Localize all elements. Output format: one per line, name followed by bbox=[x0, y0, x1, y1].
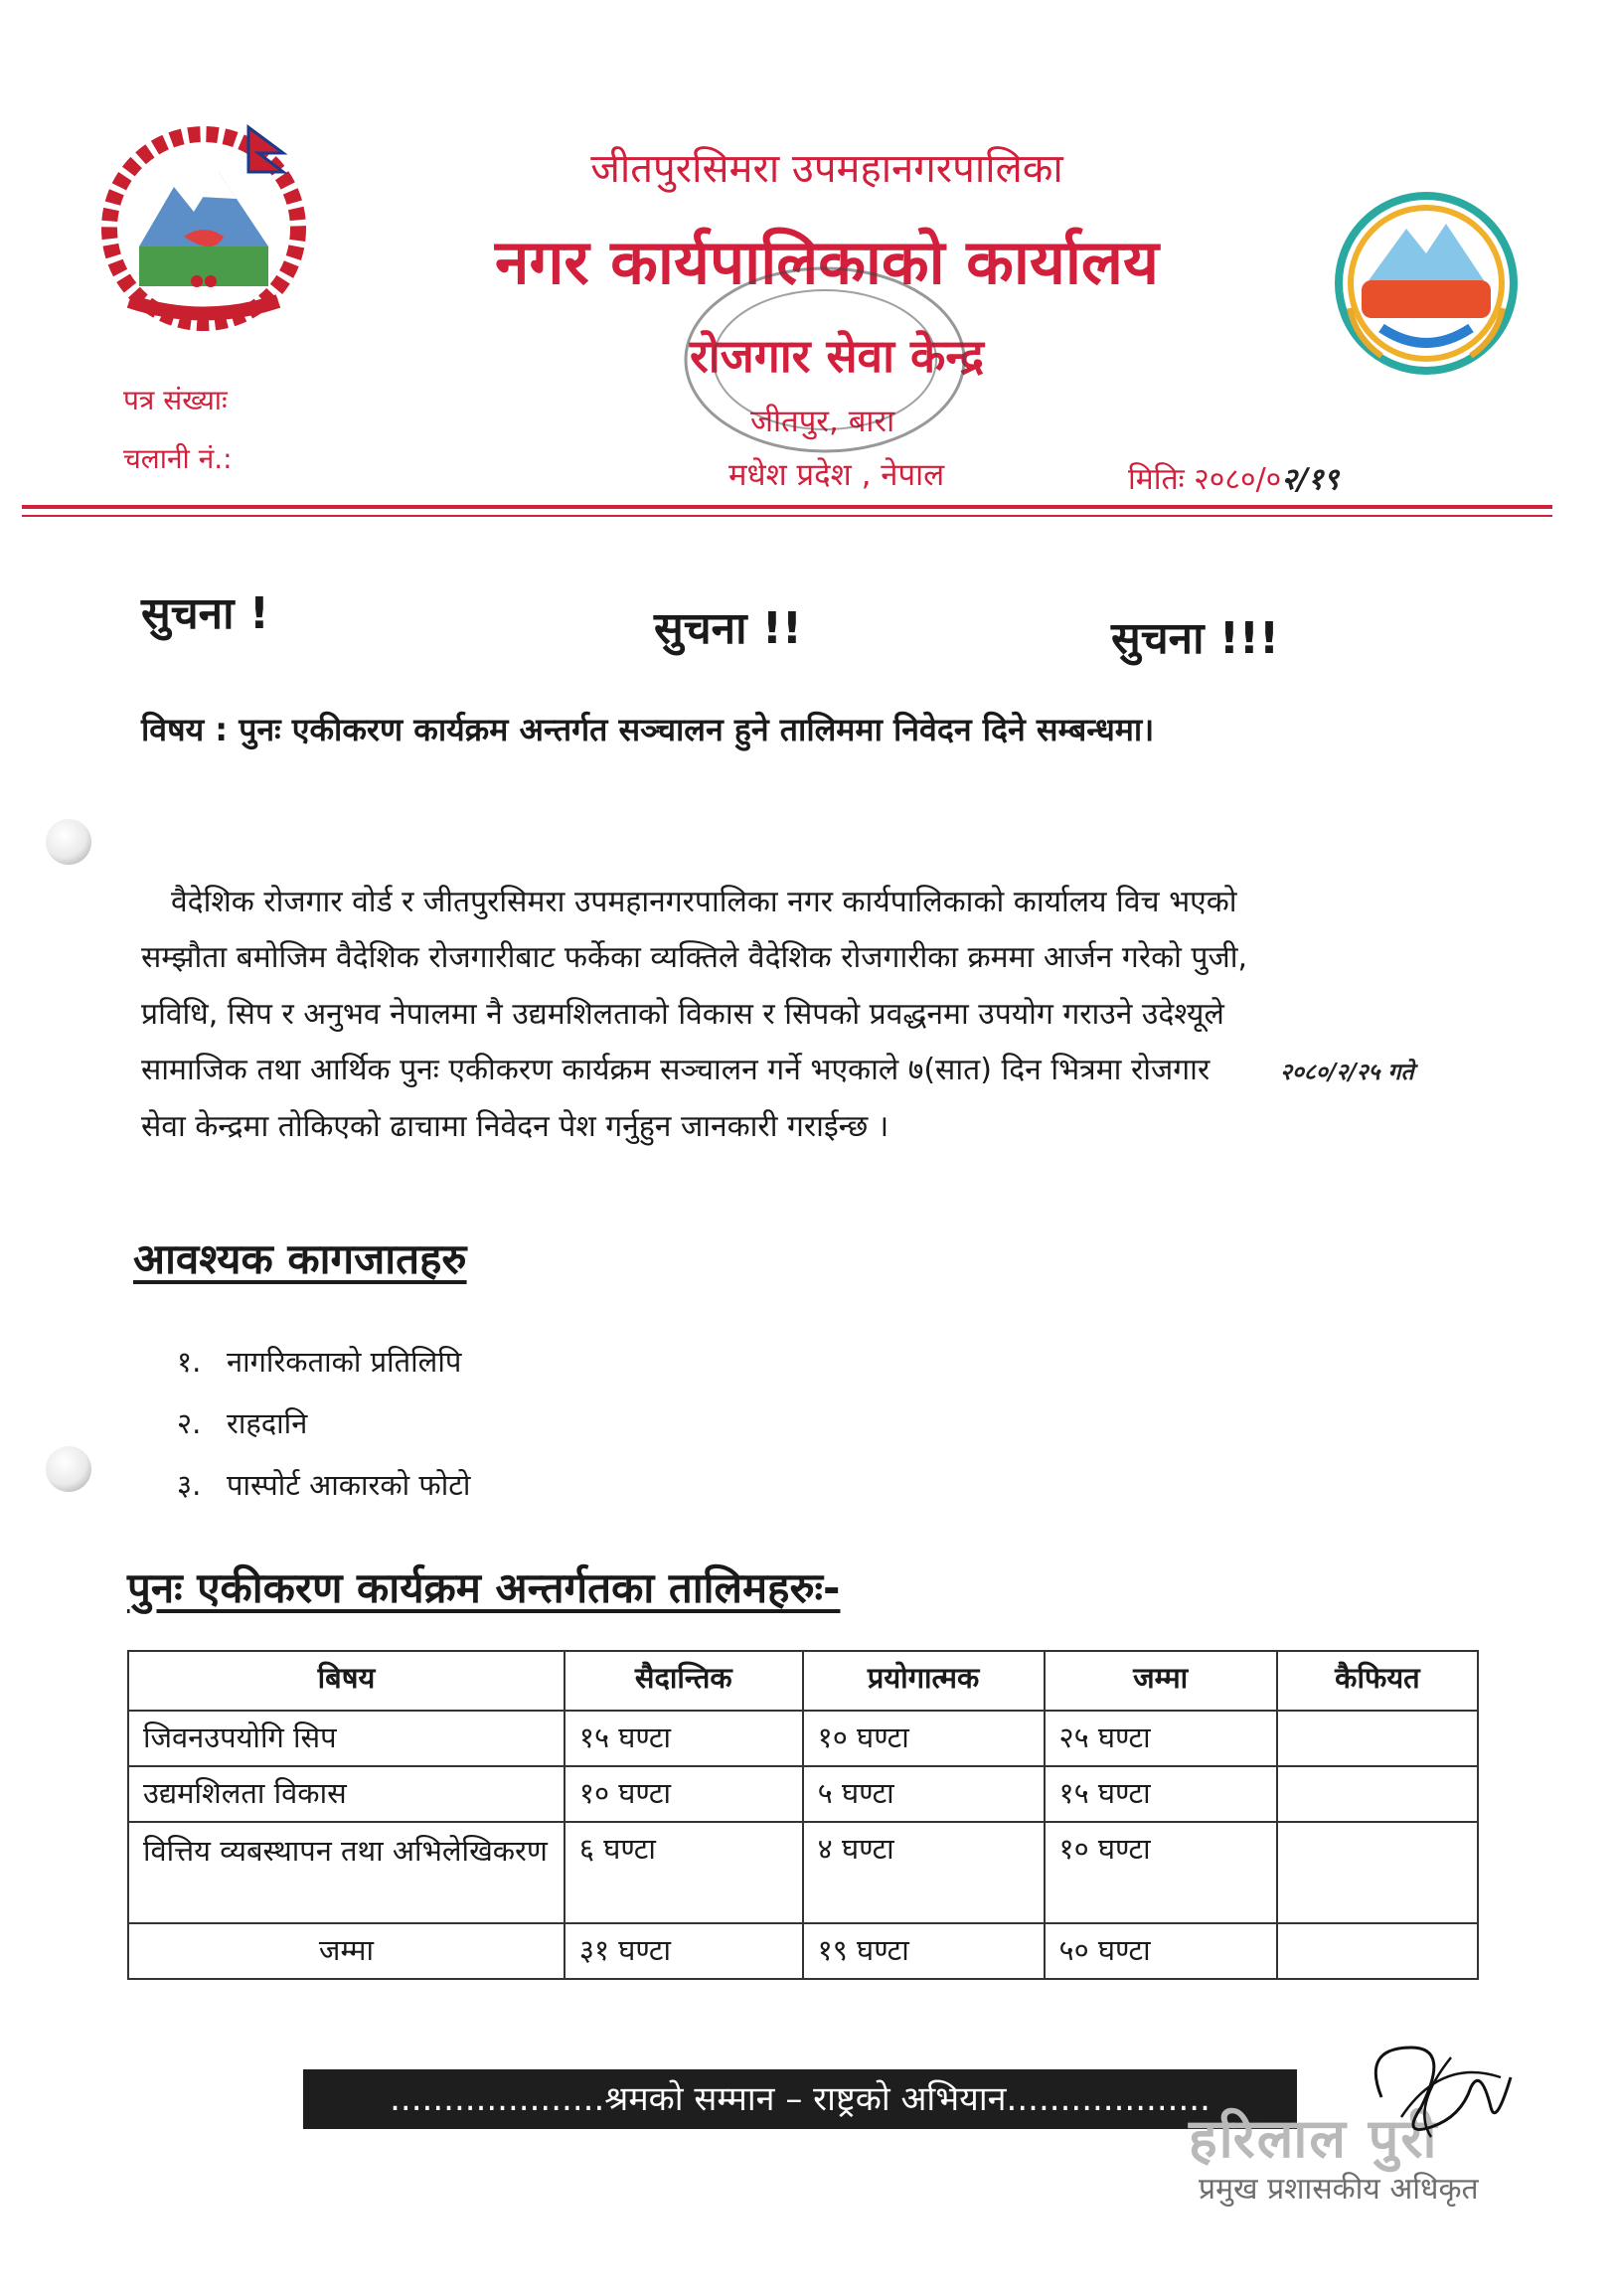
body-line: सम्झौता बमोजिम वैदेशिक रोजगारीबाट फर्केका व्यक्तिले वैदेशिक रोजगारीका क्रममा आर्जन गरेको पुजी, bbox=[141, 940, 1248, 976]
table-cell: १५ घण्टा bbox=[565, 1711, 803, 1766]
table-header-row bbox=[128, 1651, 1478, 1711]
notice-body bbox=[141, 875, 1493, 1155]
table-cell: १० घण्टा bbox=[565, 1766, 803, 1822]
list-item-number: १. bbox=[177, 1345, 202, 1379]
handwritten-deadline-note: २०८०/२/२५ गते bbox=[1280, 1059, 1414, 1085]
column-header: कैफियत bbox=[1277, 1651, 1478, 1711]
address-line: जीतपुर, बारा bbox=[750, 404, 895, 439]
notice-heading-2: सुचना !! bbox=[654, 603, 802, 654]
list-item-label: राहदानि bbox=[227, 1406, 308, 1440]
table-cell: ४ घण्टा bbox=[803, 1822, 1045, 1923]
body-line: सामाजिक तथा आर्थिक पुनः एकीकरण कार्यक्रम सञ्चालन गर्ने भएकाले ७(सात) दिन भित्रमा रोजगार bbox=[141, 1053, 1210, 1088]
slogan-banner: ....................श्रमको सम्मान – राष्ट्रको अभियान................... bbox=[303, 2069, 1297, 2129]
list-item bbox=[177, 1403, 307, 1442]
table-cell: ६ घण्टा bbox=[565, 1822, 803, 1923]
table-row bbox=[128, 1711, 1478, 1766]
punch-hole bbox=[46, 819, 91, 865]
table-cell: ५० घण्टा bbox=[1045, 1923, 1277, 1979]
trainings-title: पुनः एकीकरण कार्यक्रम अन्तर्गतका तालिमहरुः- bbox=[127, 1563, 841, 1612]
date-handwritten: २/१९ bbox=[1281, 462, 1340, 497]
list-item-label: नागरिकताको प्रतिलिपि bbox=[227, 1345, 462, 1379]
handwritten-signature bbox=[1342, 2018, 1531, 2157]
list-item-number: २. bbox=[177, 1406, 202, 1440]
table-cell bbox=[1277, 1923, 1478, 1979]
notice-heading-1: सुचना ! bbox=[141, 588, 269, 639]
table-cell: १० घण्टा bbox=[1045, 1822, 1277, 1923]
table-cell: ३१ घण्टा bbox=[565, 1923, 803, 1979]
table-cell: जिवनउपयोगि सिप bbox=[128, 1711, 565, 1766]
column-header: प्रयोगात्मक bbox=[803, 1651, 1045, 1711]
required-documents-title: आवश्यक कागजातहरु bbox=[133, 1234, 467, 1283]
header-divider bbox=[22, 505, 1552, 509]
office-name: नगर कार्यपालिकाको कार्यालय bbox=[495, 226, 1159, 298]
dispatch-number-label: चलानी नं.: bbox=[123, 442, 233, 475]
table-cell bbox=[1277, 1711, 1478, 1766]
table-cell: २५ घण्टा bbox=[1045, 1711, 1277, 1766]
subject-line: विषय : पुनः एकीकरण कार्यक्रम अन्तर्गत सञ्चालन हुने तालिममा निवेदन दिने सम्बन्धमा। bbox=[141, 711, 1155, 748]
office-stamp bbox=[676, 260, 974, 464]
province-line: मधेश प्रदेश , नेपाल bbox=[728, 457, 945, 493]
table-cell bbox=[1277, 1822, 1478, 1923]
header-divider-thin bbox=[22, 515, 1552, 517]
trainings-table bbox=[127, 1650, 1479, 1980]
list-item bbox=[177, 1342, 461, 1381]
date-field bbox=[1128, 457, 1339, 498]
table-cell: १५ घण्टा bbox=[1045, 1766, 1277, 1822]
table-row bbox=[128, 1766, 1478, 1822]
list-item-label: पास्पोर्ट आकारको फोटो bbox=[227, 1468, 471, 1502]
body-line: प्रविधि, सिप र अनुभव नेपालमा नै उद्यमशिलताको विकास र सिपको प्रवद्धनमा उपयोग गराउने उदेश्यूले bbox=[141, 996, 1224, 1032]
municipality-name: जीतपुरसिमरा उपमहानगरपालिका bbox=[590, 146, 1063, 192]
center-name: रोजगार सेवा केन्द्र bbox=[689, 329, 985, 383]
table-cell: ५ घण्टा bbox=[803, 1766, 1045, 1822]
table-cell: १० घण्टा bbox=[803, 1711, 1045, 1766]
column-header: जम्मा bbox=[1045, 1651, 1277, 1711]
table-cell: १९ घण्टा bbox=[803, 1923, 1045, 1979]
body-line: वैदेशिक रोजगार वोर्ड र जीतपुरसिमरा उपमहानगरपालिका नगर कार्यपालिकाको कार्यालय विच भएको bbox=[171, 885, 1237, 919]
date-label: मितिः २०८०/० bbox=[1128, 462, 1282, 497]
table-cell: उद्यमशिलता विकास bbox=[128, 1766, 565, 1822]
punch-hole bbox=[46, 1446, 91, 1492]
table-cell: वित्तिय व्यबस्थापन तथा अभिलेखिकरण bbox=[128, 1822, 565, 1923]
body-line: सेवा केन्द्रमा तोकिएको ढाचामा निवेदन पेश गर्नुहुन जानकारी गराईन्छ । bbox=[141, 1108, 889, 1144]
list-item-number: ३. bbox=[177, 1468, 202, 1502]
signer-title: प्रमुख प्रशासकीय अधिकृत bbox=[1199, 2172, 1479, 2207]
table-cell: जम्मा bbox=[128, 1923, 565, 1979]
list-item bbox=[177, 1465, 470, 1504]
table-row bbox=[128, 1822, 1478, 1923]
column-header: सैदान्तिक bbox=[565, 1651, 803, 1711]
letter-number-label: पत्र संख्याः bbox=[123, 384, 228, 416]
table-cell bbox=[1277, 1766, 1478, 1822]
signer-name-stamp: हरिलाल पुरी bbox=[1189, 2107, 1439, 2170]
column-header: बिषय bbox=[128, 1651, 565, 1711]
pradhanmantri-rojgar-logo bbox=[1322, 189, 1531, 378]
table-total-row bbox=[128, 1923, 1478, 1979]
notice-heading-3: सुचना !!! bbox=[1111, 613, 1280, 664]
